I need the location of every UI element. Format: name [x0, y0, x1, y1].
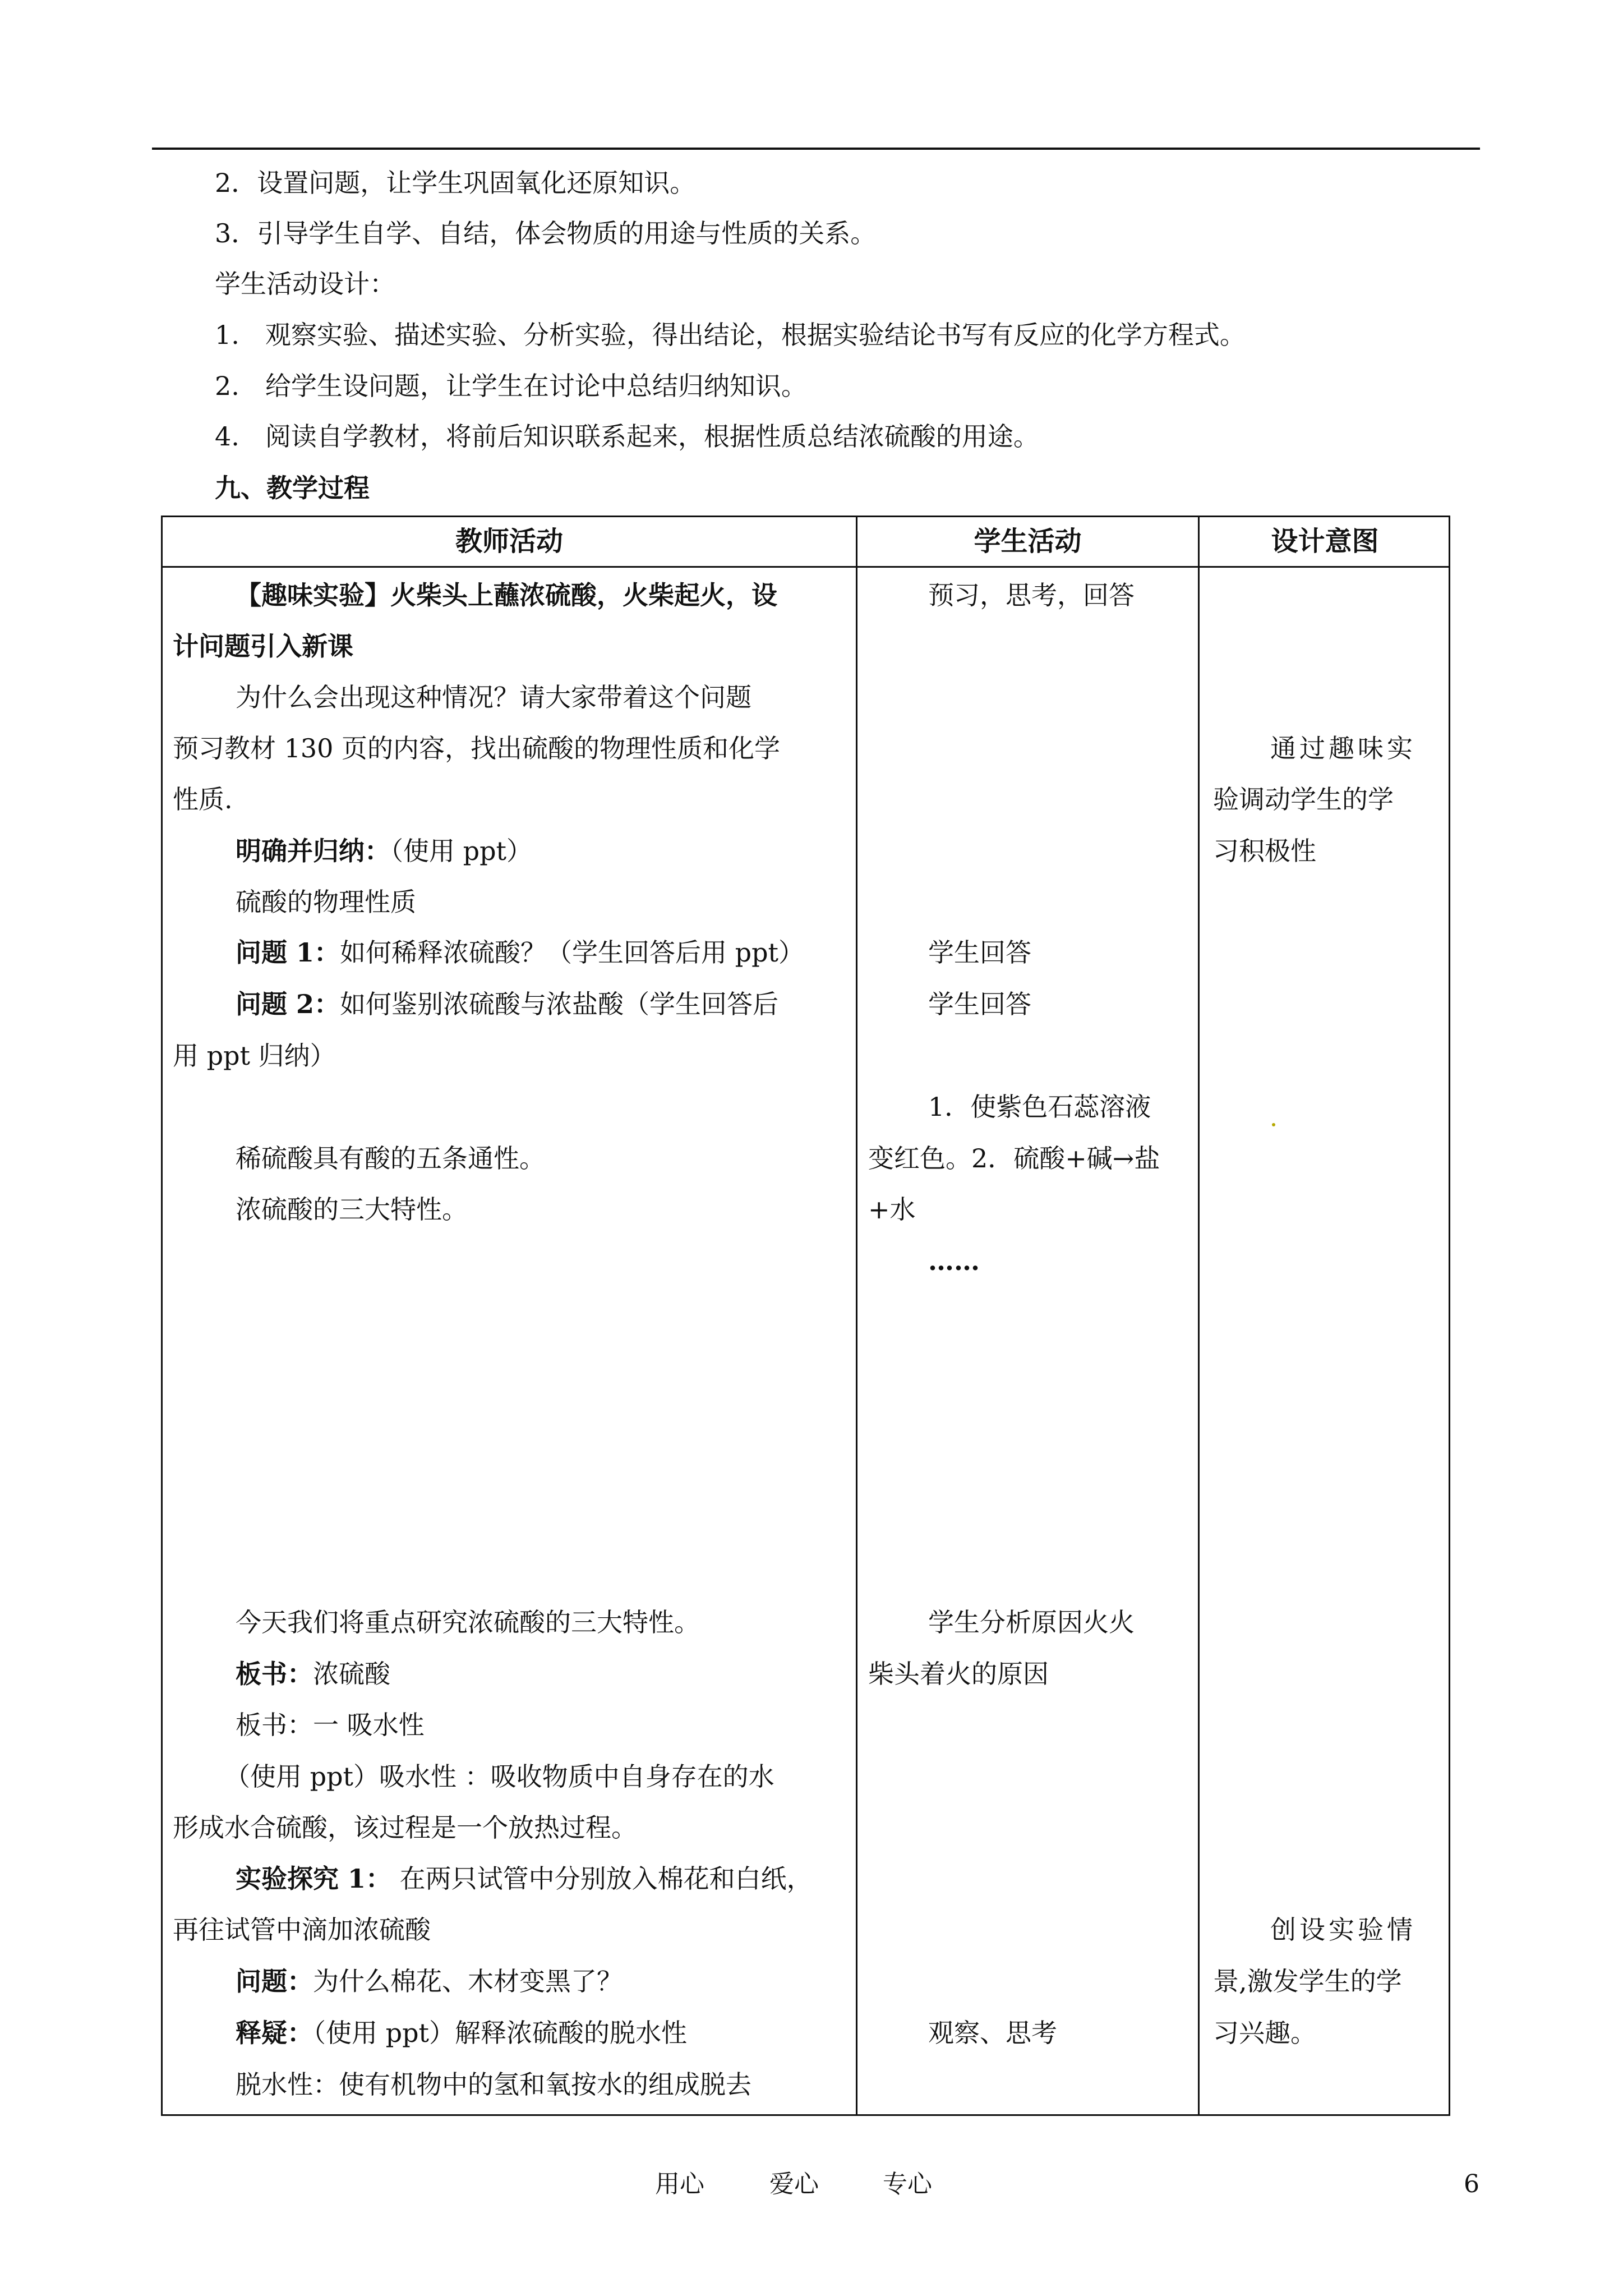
student-line-5: 变红色。2．硫酸+碱→盐 — [868, 1143, 1160, 1174]
teacher-line-16: （使用 ppt）吸水性 ：吸收物质中自身存在的水 — [224, 1761, 774, 1792]
intro-line-4: 1. 观察实验、描述实验、分析实验，得出结论，根据实验结论书写有反应的化学方程式。 — [215, 320, 1246, 350]
teacher-line-1: 【趣味实验】火柴头上蘸浓硫酸，火柴起火，设 — [236, 580, 777, 610]
student-line-1: 预习，思考，回答 — [928, 580, 1135, 610]
page-number: 6 — [1464, 2170, 1479, 2198]
teacher-line-5: 性质. — [173, 784, 233, 815]
header-row-divider — [161, 566, 1450, 568]
teacher-line-11: 稀硫酸具有酸的五条通性。 — [236, 1143, 545, 1174]
teacher-line-18-bold: 实验探究 1： — [236, 1864, 392, 1894]
student-line-8: 学生分析原因火火 — [928, 1607, 1135, 1637]
stray-dot — [1272, 1123, 1275, 1126]
teacher-line-8-rest: 如何稀释浓硫酸？（学生回答后用 ppt） — [340, 937, 805, 968]
teacher-line-21-bold: 释疑： — [236, 2018, 313, 2048]
teacher-line-6-bold: 明确并归纳： — [236, 836, 390, 866]
teacher-line-20-rest: 为什么棉花、木材变黑了？ — [313, 1966, 623, 1996]
header-teacher-activity: 教师活动 — [455, 526, 563, 557]
footer-word-3: 专心 — [883, 2170, 932, 2198]
column-divider-1 — [856, 516, 857, 2116]
teacher-line-18 — [236, 1862, 813, 1895]
header-student-activity: 学生活动 — [974, 526, 1082, 557]
teacher-line-10: 用 ppt 归纳） — [173, 1041, 336, 1071]
student-line-3: 学生回答 — [928, 989, 1031, 1019]
teacher-line-9 — [236, 987, 778, 1021]
intent-line-1: 通过趣味实 — [1270, 733, 1416, 763]
teacher-line-4: 预习教材 130 页的内容，找出硫酸的物理性质和化学 — [173, 733, 781, 763]
intent-line-6: 习兴趣。 — [1213, 2018, 1316, 2048]
intent-line-2: 验调动学生的学 — [1213, 784, 1394, 815]
intent-line-4: 创设实验情 — [1270, 1915, 1416, 1945]
student-line-2: 学生回答 — [928, 937, 1031, 968]
intro-line-1: 2．设置问题，让学生巩固氧化还原知识。 — [215, 168, 696, 198]
teacher-line-18-rest: 在两只试管中分别放入棉花和白纸， — [391, 1864, 813, 1894]
teacher-line-19: 再往试管中滴加浓硫酸 — [173, 1915, 431, 1945]
student-line-10: 观察、思考 — [928, 2018, 1057, 2048]
teacher-line-3: 为什么会出现这种情况？请大家带着这个问题 — [236, 682, 751, 712]
teacher-line-14-bold: 板书： — [236, 1659, 313, 1689]
intro-line-2: 3．引导学生自学、自结，体会物质的用途与性质的关系。 — [215, 218, 877, 249]
student-line-4: 1．使紫色石蕊溶液 — [928, 1092, 1151, 1122]
teacher-line-20-bold: 问题： — [236, 1966, 313, 1996]
intro-line-6: 4. 阅读自学教材，将前后知识联系起来，根据性质总结浓硫酸的用途。 — [215, 421, 1039, 452]
teacher-line-8-bold: 问题 1： — [236, 937, 340, 968]
teacher-line-12: 浓硫酸的三大特性。 — [236, 1194, 468, 1225]
footer-word-2: 爱心 — [769, 2170, 819, 2198]
column-divider-2 — [1198, 516, 1200, 2116]
teacher-line-7: 硫酸的物理性质 — [236, 887, 416, 917]
teacher-line-9-rest: 如何鉴别浓硫酸与浓盐酸（学生回答后 — [340, 989, 779, 1019]
teacher-line-6 — [236, 834, 532, 868]
header-rule — [152, 148, 1480, 150]
student-line-6: +水 — [868, 1194, 916, 1225]
student-line-9: 柴头着火的原因 — [868, 1659, 1049, 1689]
teacher-line-15: 板书：一 吸水性 — [236, 1710, 425, 1740]
intro-line-3: 学生活动设计： — [215, 269, 395, 299]
footer-word-1: 用心 — [655, 2170, 704, 2198]
header-design-intent: 设计意图 — [1271, 526, 1379, 557]
teacher-line-14-rest: 浓硫酸 — [313, 1659, 390, 1689]
teacher-line-21-rest: （使用 ppt）解释浓硫酸的脱水性 — [313, 2018, 687, 2048]
teacher-line-9-bold: 问题 2： — [236, 989, 340, 1019]
teacher-line-20 — [236, 1964, 623, 1998]
teacher-line-6-rest: （使用 ppt） — [390, 836, 532, 866]
section-title: 九、教学过程 — [215, 473, 370, 503]
teacher-line-17: 形成水合硫酸，该过程是一个放热过程。 — [173, 1812, 637, 1843]
teacher-line-22: 脱水性：使有机物中的氢和氧按水的组成脱去 — [236, 2069, 751, 2100]
intent-line-3: 习积极性 — [1213, 836, 1316, 866]
teacher-line-13: 今天我们将重点研究浓硫酸的三大特性。 — [236, 1607, 700, 1637]
teacher-line-2: 计问题引入新课 — [173, 631, 353, 661]
teacher-line-14 — [236, 1657, 390, 1691]
teacher-line-8 — [236, 936, 804, 969]
intent-line-5: 景,激发学生的学 — [1213, 1966, 1402, 1996]
teacher-line-21 — [236, 2016, 687, 2050]
student-line-7: …… — [928, 1246, 980, 1276]
intro-line-5: 2. 给学生设问题，让学生在讨论中总结归纳知识。 — [215, 371, 807, 401]
